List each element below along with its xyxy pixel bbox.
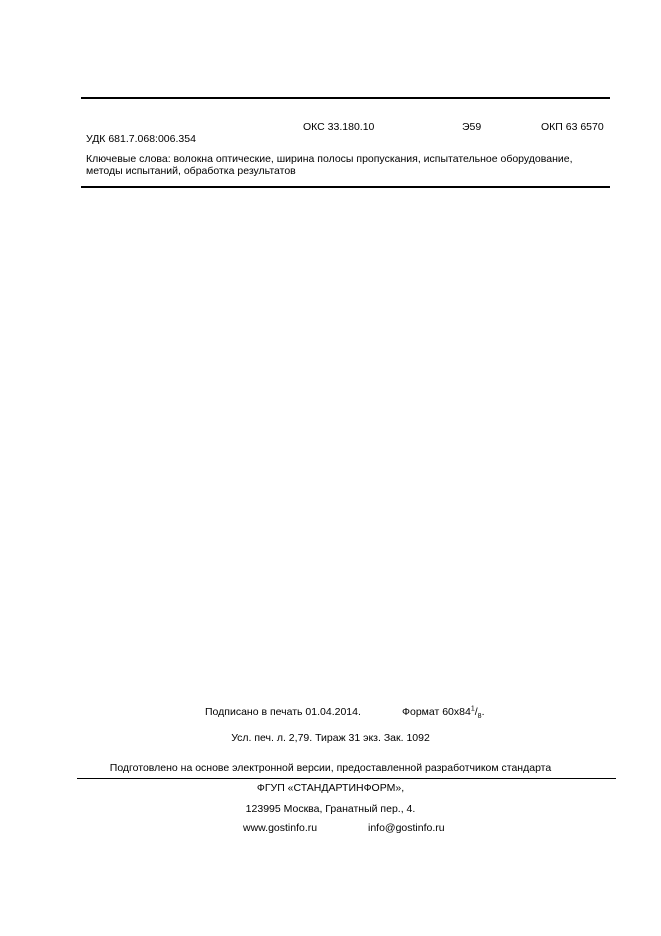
- okp-code: ОКП 63 6570: [541, 121, 604, 133]
- udk-code: УДК 681.7.068:006.354: [86, 133, 196, 145]
- publisher-address: 123995 Москва, Гранатный пер., 4.: [245, 803, 416, 815]
- imprint-rule: [77, 778, 616, 779]
- keywords: Ключевые слова: волокна оптические, ширина полосы пропускания, испытательное оборудование, методы испытаний, обработка результатов: [86, 153, 573, 177]
- email-link[interactable]: info@gostinfo.ru: [368, 822, 445, 834]
- oks-code: ОКС 33.180.10: [303, 121, 375, 133]
- prepared-note: Подготовлено на основе электронной версии, предоставленной разработчиком стандарта: [109, 762, 552, 774]
- website-link[interactable]: www.gostinfo.ru: [243, 822, 318, 834]
- format-numerator: 1: [470, 705, 475, 713]
- format-label: Формат 60х84: [402, 706, 471, 718]
- publisher-name: ФГУП «СТАНДАРТИНФОРМ»,: [256, 782, 405, 794]
- format-denominator: 8: [477, 713, 482, 721]
- e-code: Э59: [462, 121, 482, 133]
- print-info: Усл. печ. л. 2,79. Тираж 31 экз. Зак. 1092: [231, 732, 430, 744]
- signed-date: Подписано в печать 01.04.2014.: [205, 706, 361, 718]
- paper-format: Формат $60х84^1/_8$.: [402, 705, 485, 721]
- top-rule: [81, 97, 610, 99]
- header-bottom-rule: [81, 186, 610, 188]
